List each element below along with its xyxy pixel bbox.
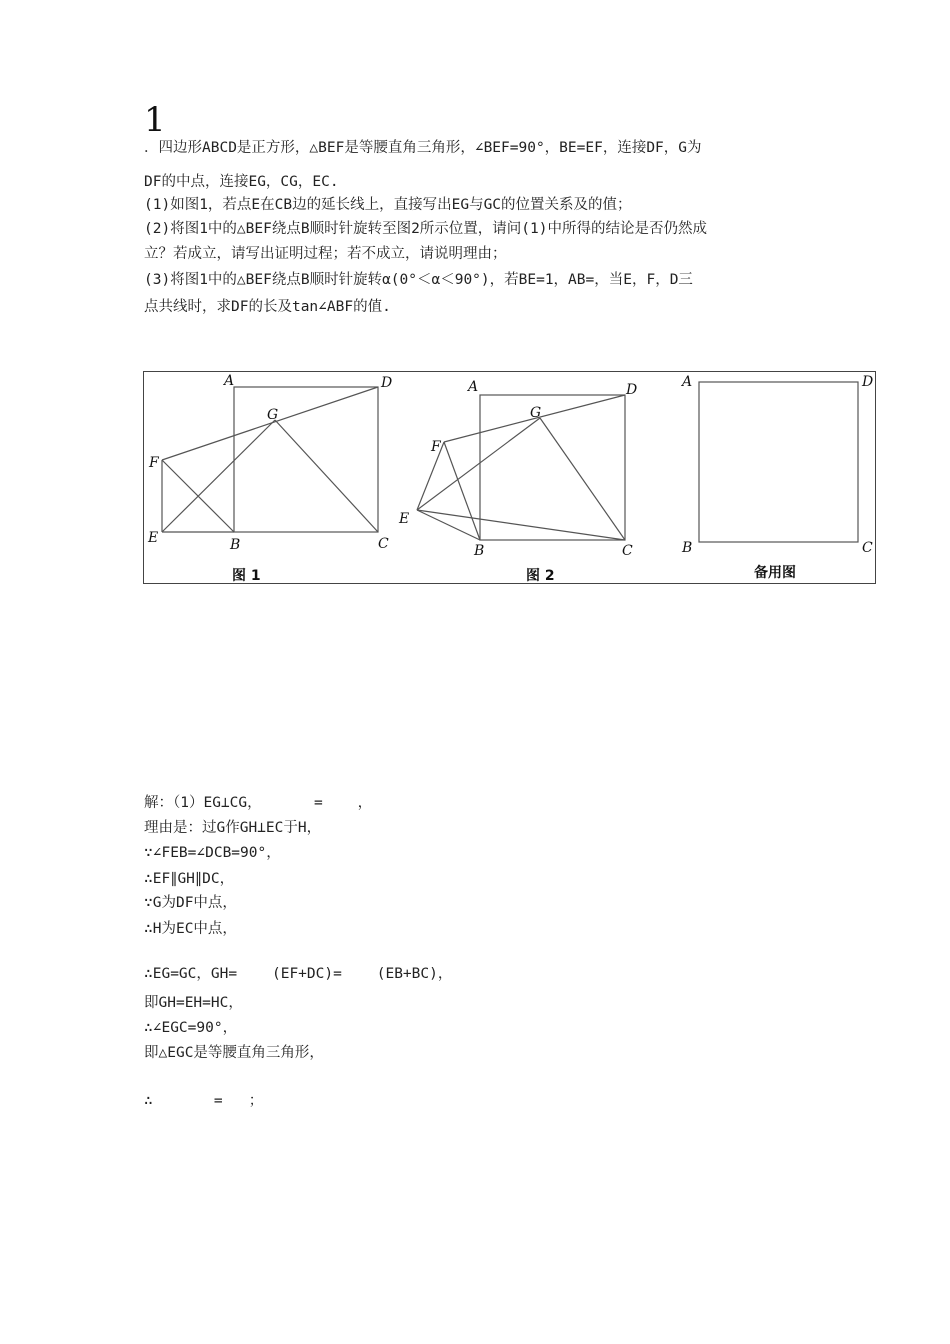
fig3-label-a: A — [682, 374, 693, 390]
question-line: (1)如图1，若点E在CB边的延长线上，直接写出EG与GC的位置关系及的值； — [144, 197, 632, 213]
solution-line: 即△EGC是等腰直角三角形， — [144, 1045, 324, 1061]
question-line: 立？若成立，请写出证明过程；若不成立，请说明理由； — [144, 246, 507, 262]
question-line: DF的中点，连接EG，CG，EC. — [144, 174, 339, 190]
fig1-caption: 图 1 — [232, 568, 261, 584]
fig2-segment-gc — [540, 418, 625, 540]
fig2-label-f: F — [431, 439, 441, 455]
fig1-label-d: D — [381, 375, 393, 391]
solution-line: ∴EF∥GH∥DC， — [144, 871, 235, 887]
figure-2-drawing — [417, 395, 625, 540]
solution-line: ∵∠FEB=∠DCB=90°， — [144, 845, 281, 861]
fig2-label-c: C — [622, 543, 633, 559]
fig1-label-b: B — [230, 537, 241, 553]
solution-line: ∴∠EGC=90°， — [144, 1020, 238, 1036]
solution-line: 即GH=EH=HC， — [144, 995, 243, 1011]
fig2-square-abcd — [480, 395, 625, 540]
geometry-figures — [144, 372, 877, 585]
solution-line: ∴ = ； — [144, 1093, 264, 1109]
question-line: (3)将图1中的△BEF绕点B顺时针旋转α(0°＜α＜90°)，若BE=1，AB=，当E，F，D三 — [144, 272, 693, 288]
fig1-label-a: A — [224, 373, 235, 389]
fig1-square-abcd — [234, 387, 378, 532]
fig3-square-abcd — [699, 382, 858, 542]
fig1-segment-fd — [162, 387, 378, 460]
fig1-segment-gc — [275, 420, 378, 532]
solution-line: 解：（1）EG⊥CG， = ， — [144, 795, 373, 811]
fig2-label-e: E — [399, 511, 410, 527]
fig3-label-b: B — [682, 540, 693, 556]
question-line: ．四边形ABCD是正方形，△BEF是等腰直角三角形，∠BEF=90°，BE=EF，连接DF，G为 — [144, 140, 702, 156]
fig2-caption: 图 2 — [526, 568, 555, 584]
figure-panel — [143, 371, 876, 584]
fig1-label-c: C — [378, 536, 389, 552]
fig2-label-d: D — [626, 382, 638, 398]
solution-line: ∴EG=GC，GH= (EF+DC)= (EB+BC)， — [144, 966, 453, 982]
fig2-label-b: B — [474, 543, 485, 559]
question-number: 1 — [144, 100, 166, 140]
fig1-segment-eg — [162, 420, 275, 532]
fig2-label-a: A — [468, 379, 479, 395]
fig1-label-f: F — [149, 455, 159, 471]
solution-line: 理由是：过G作GH⊥EC于H， — [144, 820, 322, 836]
solution-line: ∴H为EC中点， — [144, 921, 237, 937]
fig2-label-g: G — [530, 405, 542, 421]
fig3-label-c: C — [862, 540, 873, 556]
figure-3-drawing — [699, 382, 858, 542]
fig3-label-d: D — [862, 374, 874, 390]
question-line: (2)将图1中的△BEF绕点B顺时针旋转至图2所示位置，请问(1)中所得的结论是否仍然成 — [144, 221, 707, 237]
fig1-label-g: G — [267, 407, 279, 423]
fig1-label-e: E — [148, 530, 159, 546]
solution-line: ∵G为DF中点， — [144, 895, 237, 911]
question-line: 点共线时，求DF的长及tan∠ABF的值. — [144, 299, 391, 315]
fig3-caption: 备用图 — [754, 565, 796, 581]
